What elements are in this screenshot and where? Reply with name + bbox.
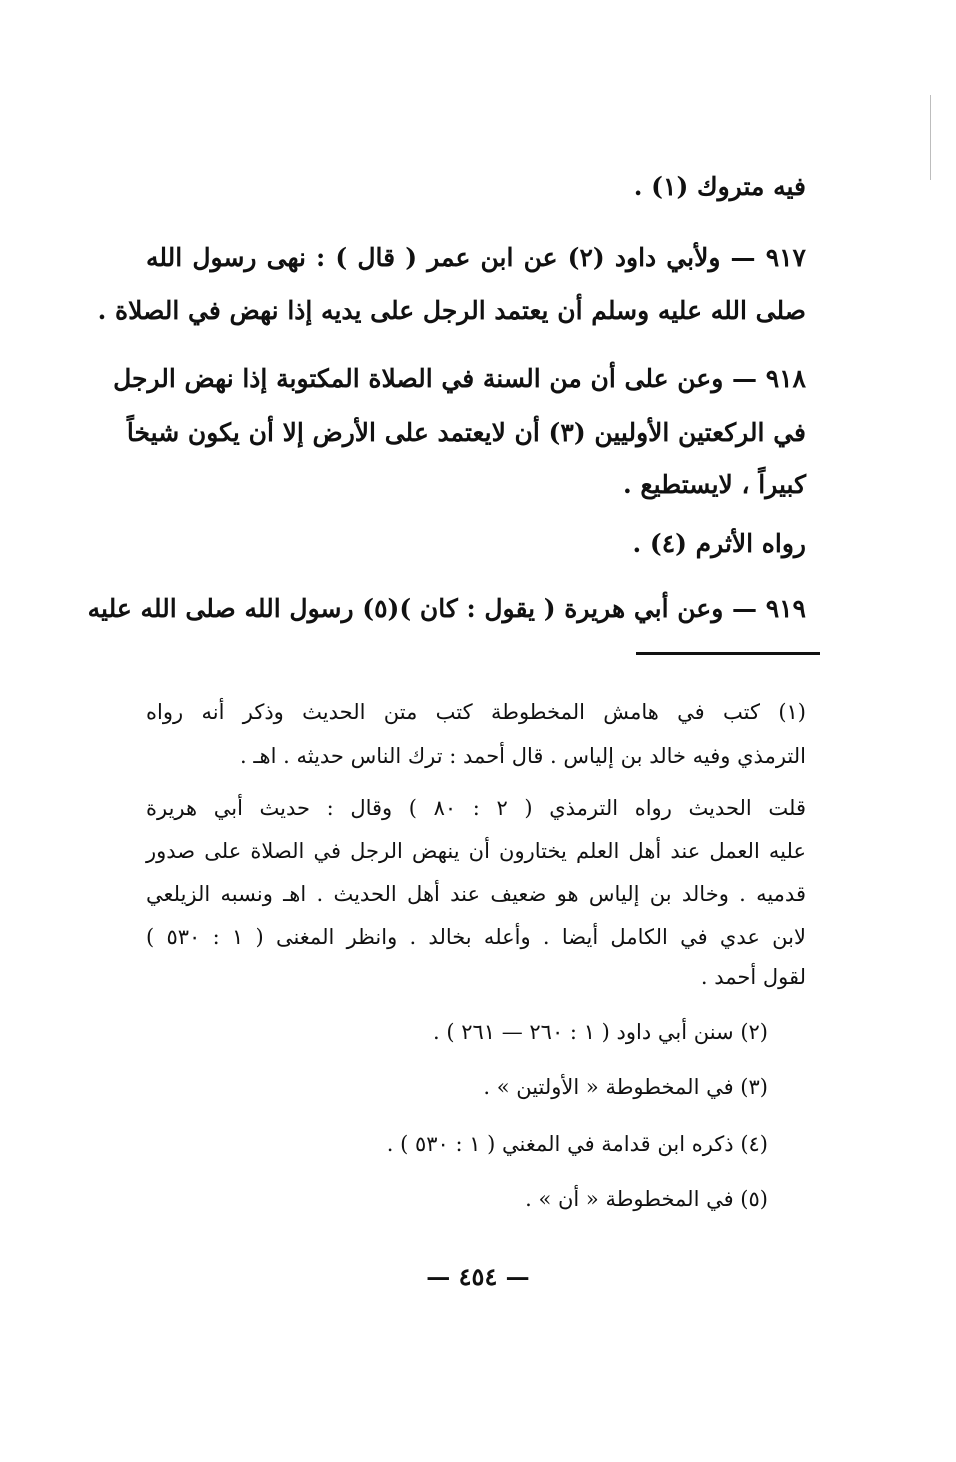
footnote-1-comment-line-1: قلت الحديث رواه الترمذي ( ٢ : ٨٠ ) وقال : حديث أبي هريرة [146,796,806,820]
page-number: — ٤٥٤ — [426,1262,530,1291]
hadith-917-line-2: صلى الله عليه وسلم أن يعتمد الرجل على يديه إذا نهض في الصلاة . [97,296,806,325]
hadith-918-line-2: في الركعتين الأوليين (٣) أن لايعتمد على الأرض إلا أن يكون شيخاً [126,418,806,447]
footnote-1-line-1: (١) كتب في هامش المخطوطة كتب متن الحديث وذكر أنه رواه [146,700,806,724]
hadith-918-line-1: ٩١٨ — وعن على أن من السنة في الصلاة المكتوبة إذا نهض الرجل [113,364,806,393]
footnote-2: (٢) سنن أبي داود ( ١ : ٢٦٠ — ٢٦١ ) . [432,1020,768,1044]
footnote-1-comment-line-2: عليه العمل عند أهل العلم يختارون أن ينهض الرجل في الصلاة على صدور [146,839,806,863]
footnote-3: (٣) في المخطوطة « الأولتين » . [483,1075,768,1099]
footnote-1-line-2: الترمذي وفيه خالد بن إلياس . قال أحمد : ترك الناس حديثه . اهـ . [240,744,806,768]
footnote-4: (٤) ذكره ابن قدامة في المغني ( ١ : ٥٣٠ ) . [386,1132,768,1156]
main-text-line-1: فيه متروك (١) . [633,172,806,201]
footnote-divider [636,652,820,655]
hadith-917-line-1: ٩١٧ — ولأبي داود (٢) عن ابن عمر ( قال ) : نهى رسول الله [146,243,806,272]
footnote-1-comment-line-4: لابن عدي في الكامل أيضا . وأعله بخالد . وانظر المغنى ( ١ : ٥٣٠ ) [146,925,806,949]
footnote-1-comment-line-3: قدميه . وخالد بن إلياس هو ضعيف عند أهل الحديث . اهـ ونسبه الزيلعي [146,882,806,906]
footnote-5: (٥) في المخطوطة « أن » . [525,1187,768,1211]
footnote-1-comment-line-5: لقول أحمد . [700,965,806,989]
hadith-919-line-1: ٩١٩ — وعن أبي هريرة ( يقول : كان )(٥) رسول الله صلى الله عليه [87,594,806,623]
hadith-918-line-3: كبيراً ، لايستطيع . [622,470,806,499]
narration-source-line: رواه الأثرم (٤) . [632,529,806,558]
scan-edge-mark [930,95,931,180]
